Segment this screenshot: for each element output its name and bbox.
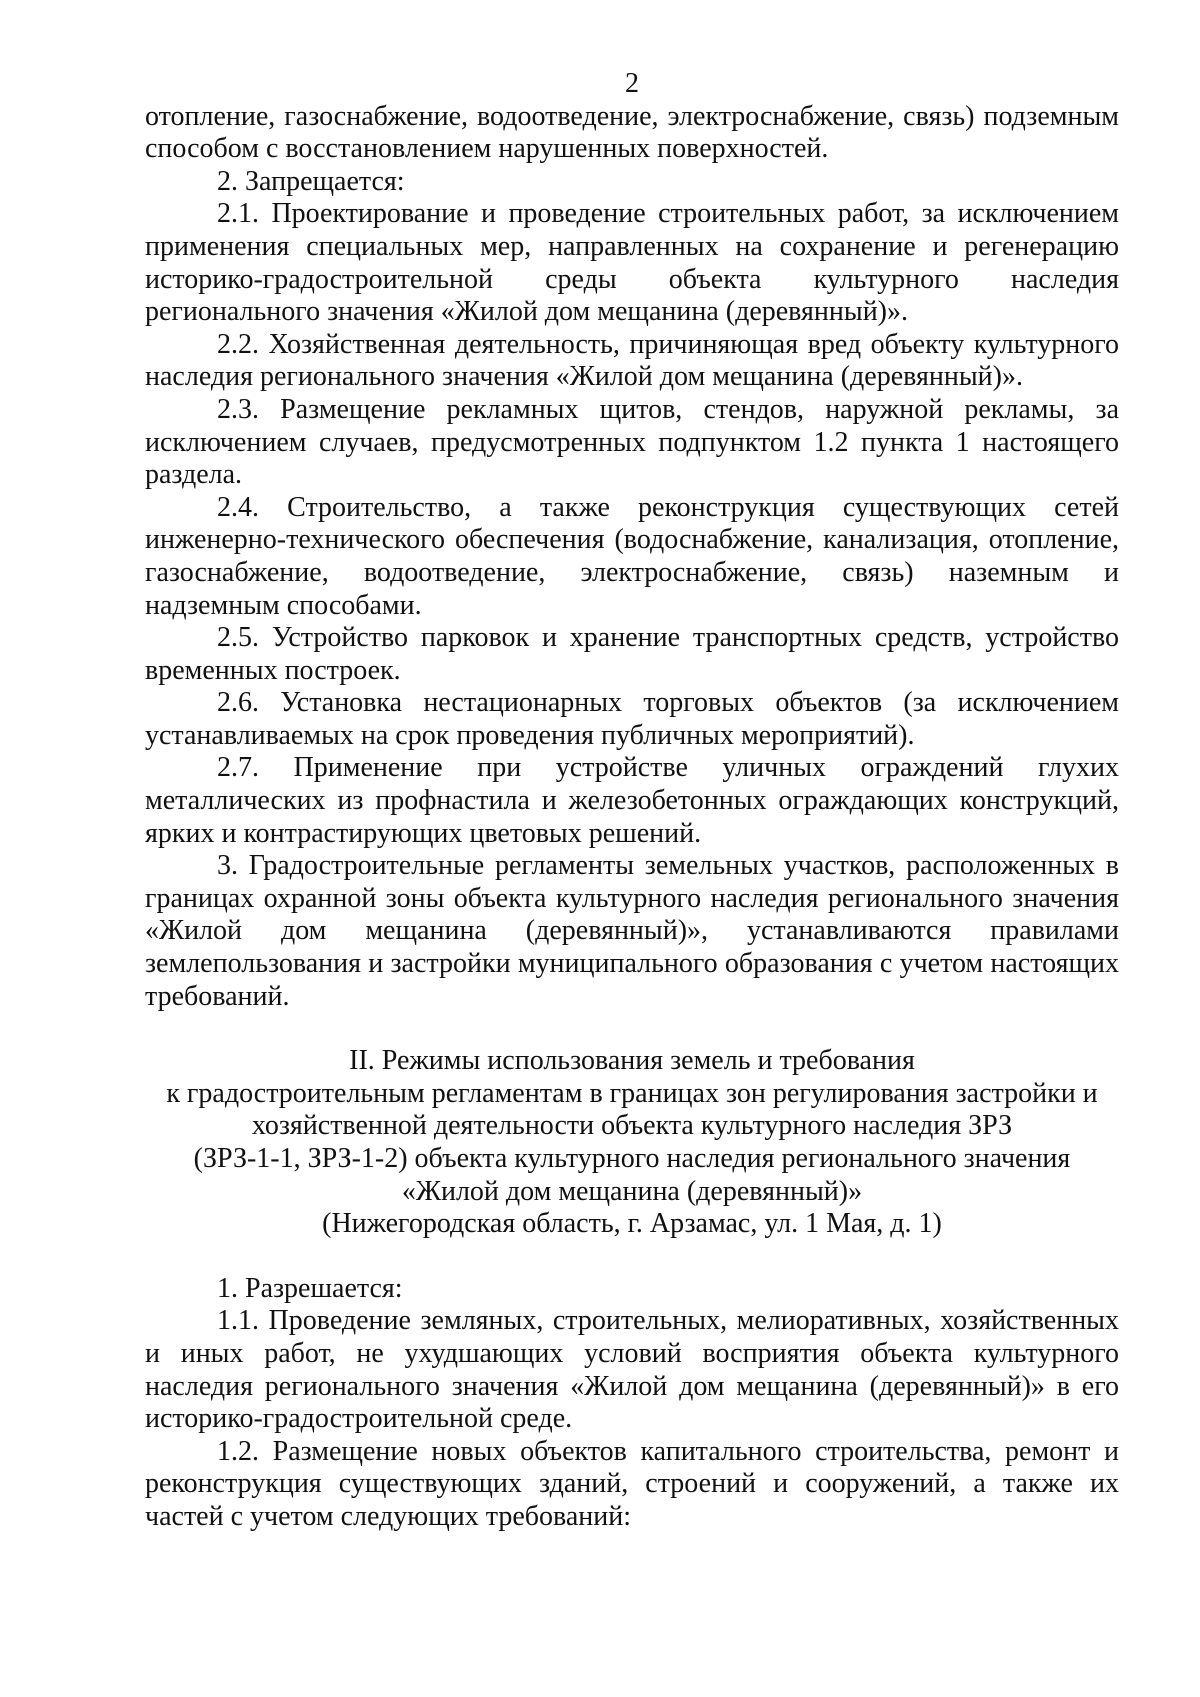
paragraph-item-2-4: 2.4. Строительство, а также реконструкция существующих сетей инженерно-технического обеспечения (водоснабжение, канализация, отопление, газоснабжение, водоотведение, электроснабжение, связь) наземным и надземным способами. [145,491,1119,621]
paragraph-item-2-3: 2.3. Размещение рекламных щитов, стендов, наружной рекламы, за исключением случаев, предусмотренных подпунктом 1.2 пункта 1 настоящего раздела. [145,393,1119,491]
section-2-heading [145,1045,1119,1241]
heading-line: хозяйственной деятельности объекта культурного наследия ЗРЗ [251,1110,1013,1142]
heading-line: к градостроительным регламентам в границах зон регулирования застройки и [166,1077,1098,1109]
paragraph-s2-item-1: 1. Разрешается: [217,1272,403,1304]
paragraph-s2-item-1-1: 1.1. Проведение земляных, строительных, мелиоративных, хозяйственных и иных работ, не ухудшающих условий восприятия объекта культурного наследия регионального значения «Жилой дом мещанина (деревянный)» в его историко-градостроительной среде. [145,1305,1119,1435]
page-number: 2 [625,68,639,99]
paragraph-item-3: 3. Градостроительные регламенты земельных участков, расположенных в границах охранной зоны объекта культурного наследия регионального значения «Жилой дом мещанина (деревянный)», устанавливаются правилами землепользования и застройки муниципального образования с учетом настоящих требований. [145,850,1119,1012]
paragraph-continuation: отопление, газоснабжение, водоотведение, электроснабжение, связь) подземным способом с восстановлением нарушенных поверхностей. [145,100,1119,165]
paragraph-item-2: 2. Запрещается: [217,165,405,197]
paragraph-s2-item-1-2: 1.2. Размещение новых объектов капитального строительства, ремонт и реконструкция существующих зданий, строений и сооружений, а также их частей с учетом следующих требований: [145,1435,1119,1532]
paragraph-item-2-5: 2.5. Устройство парковок и хранение транспортных средств, устройство временных построек. [145,622,1119,686]
paragraph-item-2-6: 2.6. Установка нестационарных торговых объектов (за исключением устанавливаемых на срок проведения публичных мероприятий). [145,687,1119,751]
heading-line: II. Режимы использования земель и требования [349,1045,915,1077]
paragraph-item-2-1: 2.1. Проектирование и проведение строительных работ, за исключением применения специальных мер, направленных на сохранение и регенерацию историко-градостроительной среды объекта культурного наследия регионального значения «Жилой дом мещанина (деревянный)». [145,198,1119,328]
heading-line: (Нижегородская область, г. Арзамас, ул. 1 Мая, д. 1) [322,1208,942,1240]
heading-line: «Жилой дом мещанина (деревянный)» [401,1175,863,1207]
paragraph-item-2-2: 2.2. Хозяйственная деятельность, причиняющая вред объекту культурного наследия регионального значения «Жилой дом мещанина (деревянный)». [145,328,1119,393]
document-page [145,68,1119,1534]
paragraph-item-2-7: 2.7. Применение при устройстве уличных ограждений глухих металлических из профнастила и железобетонных ограждающих конструкций, ярких и контрастирующих цветовых решений. [145,752,1119,849]
heading-line: (ЗРЗ-1-1, ЗРЗ-1-2) объекта культурного наследия регионального значения [193,1143,1071,1174]
